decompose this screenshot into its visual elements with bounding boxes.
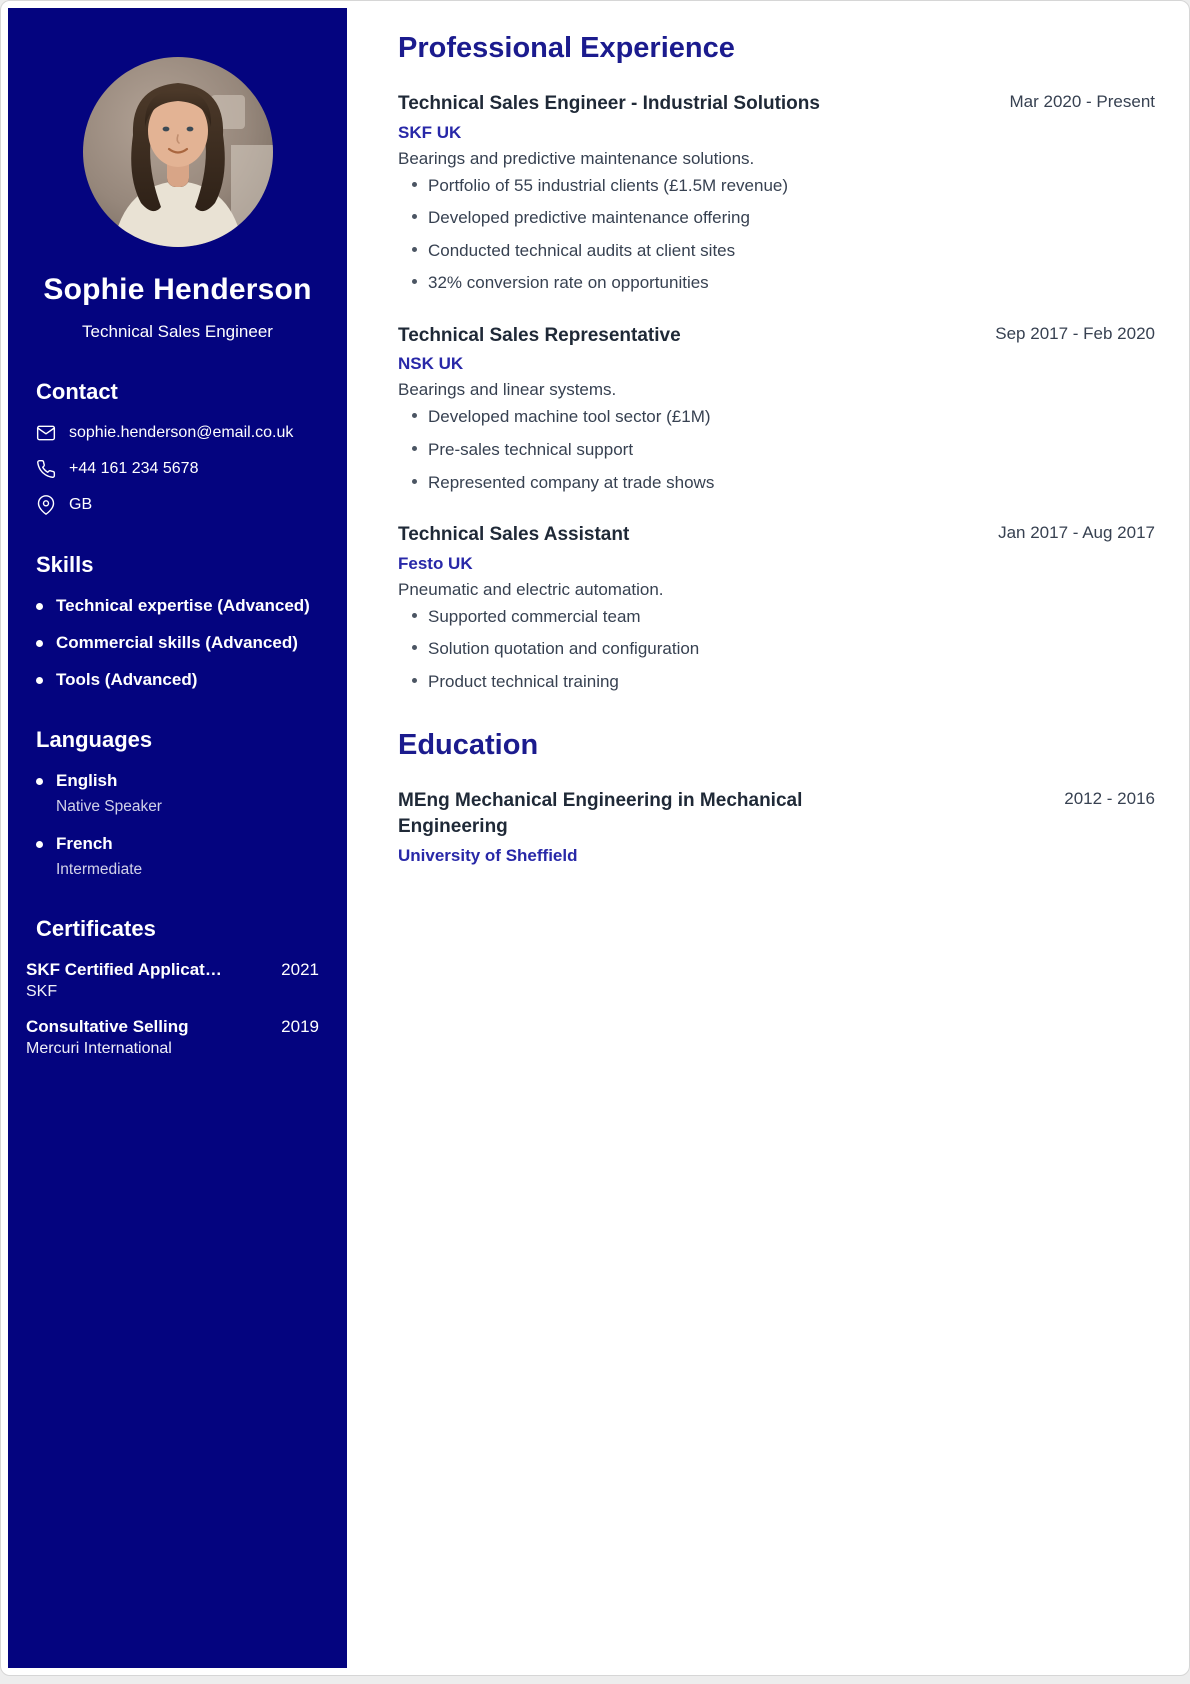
language-name: French xyxy=(56,834,113,853)
contact-phone-row xyxy=(36,459,319,479)
certificate-item xyxy=(26,960,319,1001)
skill-label: Commercial skills (Advanced) xyxy=(56,633,298,652)
person-job-title: Technical Sales Engineer xyxy=(82,322,273,341)
person-name: Sophie Henderson xyxy=(43,273,312,306)
degree-title: MEng Mechanical Engineering in Mechanical Engineering xyxy=(398,790,803,838)
education-entry xyxy=(398,788,1155,865)
job-bullet: 32% conversion rate on opportunities xyxy=(398,273,1155,293)
certificate-issuer: SKF xyxy=(26,983,58,1000)
education-dates: 2012 - 2016 xyxy=(1064,789,1155,809)
language-name: English xyxy=(56,771,118,790)
job-dates: Sep 2017 - Feb 2020 xyxy=(995,323,1155,343)
certificate-issuer: Mercuri International xyxy=(26,1040,172,1057)
certificate-name: SKF Certified Applicat… xyxy=(26,960,222,979)
entry-header xyxy=(398,323,1155,349)
certificate-top-row xyxy=(26,1017,319,1037)
company-link[interactable]: NSK UK xyxy=(398,354,464,374)
education-section xyxy=(398,729,1155,865)
job-bullet-list xyxy=(398,407,1155,492)
job-summary: Bearings and linear systems. xyxy=(398,380,617,400)
bullet-dot-icon xyxy=(36,841,43,848)
company-link[interactable]: Festo UK xyxy=(398,553,473,573)
certificate-item xyxy=(26,1017,319,1058)
job-dates: Jan 2017 - Aug 2017 xyxy=(998,523,1155,543)
entry-header xyxy=(398,788,1155,839)
contact-heading: Contact xyxy=(36,379,118,404)
entry-header xyxy=(398,91,1155,117)
job-summary: Pneumatic and electric automation. xyxy=(398,579,664,599)
certificates-list xyxy=(26,960,319,1058)
language-item xyxy=(36,834,319,879)
job-title: Technical Sales Assistant xyxy=(398,524,630,546)
school-link[interactable]: University of Sheffield xyxy=(398,845,578,865)
phone-icon xyxy=(36,459,56,479)
job-bullet-list xyxy=(398,176,1155,293)
job-bullet: Product technical training xyxy=(398,672,1155,692)
language-name-row xyxy=(36,834,319,854)
avatar-wrap xyxy=(36,57,319,247)
skill-item xyxy=(36,670,319,690)
job-bullet: Represented company at trade shows xyxy=(398,473,1155,493)
language-level: Intermediate xyxy=(56,861,143,878)
job-bullet: Portfolio of 55 industrial clients (£1.5M revenue) xyxy=(398,176,1155,196)
job-summary: Bearings and predictive maintenance solutions. xyxy=(398,148,755,168)
main-content xyxy=(347,8,1182,1668)
experience-entry xyxy=(398,91,1155,293)
education-heading: Education xyxy=(398,729,539,762)
job-bullet: Developed machine tool sector (£1M) xyxy=(398,407,1155,427)
skill-label: Tools (Advanced) xyxy=(56,670,198,689)
bullet-dot-icon xyxy=(36,778,43,785)
certificate-name: Consultative Selling xyxy=(26,1017,189,1036)
job-bullet: Developed predictive maintenance offering xyxy=(398,208,1155,228)
profile-photo xyxy=(83,57,273,247)
job-bullet: Conducted technical audits at client sites xyxy=(398,241,1155,261)
contact-email: sophie.henderson@email.co.uk xyxy=(69,424,294,441)
job-title: Technical Sales Engineer - Industrial Solutions xyxy=(398,93,820,114)
job-title: Technical Sales Representative xyxy=(398,324,681,346)
bullet-dot-icon xyxy=(36,640,43,647)
skill-label: Technical expertise (Advanced) xyxy=(56,596,310,615)
entry-header xyxy=(398,522,1155,548)
experience-heading: Professional Experience xyxy=(398,32,735,64)
job-bullet-list xyxy=(398,607,1155,692)
certificate-year: 2019 xyxy=(281,1017,319,1036)
skills-heading: Skills xyxy=(36,552,94,577)
contact-phone: +44 161 234 5678 xyxy=(69,460,199,477)
bullet-dot-icon xyxy=(36,603,43,610)
contact-location: GB xyxy=(69,496,93,513)
job-bullet: Solution quotation and configuration xyxy=(398,639,1155,659)
skill-item xyxy=(36,633,319,653)
contact-email-row xyxy=(36,423,319,443)
company-link[interactable]: SKF UK xyxy=(398,122,462,142)
location-icon xyxy=(36,495,56,515)
sidebar xyxy=(8,8,347,1668)
contact-location-row xyxy=(36,495,319,515)
job-bullet: Supported commercial team xyxy=(398,607,1155,627)
language-item xyxy=(36,771,319,816)
certificate-year: 2021 xyxy=(281,960,319,979)
language-name-row xyxy=(36,771,319,791)
bullet-dot-icon xyxy=(36,677,43,684)
job-bullet: Pre-sales technical support xyxy=(398,440,1155,460)
languages-heading: Languages xyxy=(36,727,153,752)
certificate-top-row xyxy=(26,960,319,980)
experience-entry xyxy=(398,323,1155,492)
experience-entry xyxy=(398,522,1155,691)
job-dates: Mar 2020 - Present xyxy=(1009,92,1155,111)
certificates-heading: Certificates xyxy=(36,916,156,941)
email-icon xyxy=(36,423,56,443)
skill-item xyxy=(36,596,319,616)
language-level: Native Speaker xyxy=(56,798,162,815)
